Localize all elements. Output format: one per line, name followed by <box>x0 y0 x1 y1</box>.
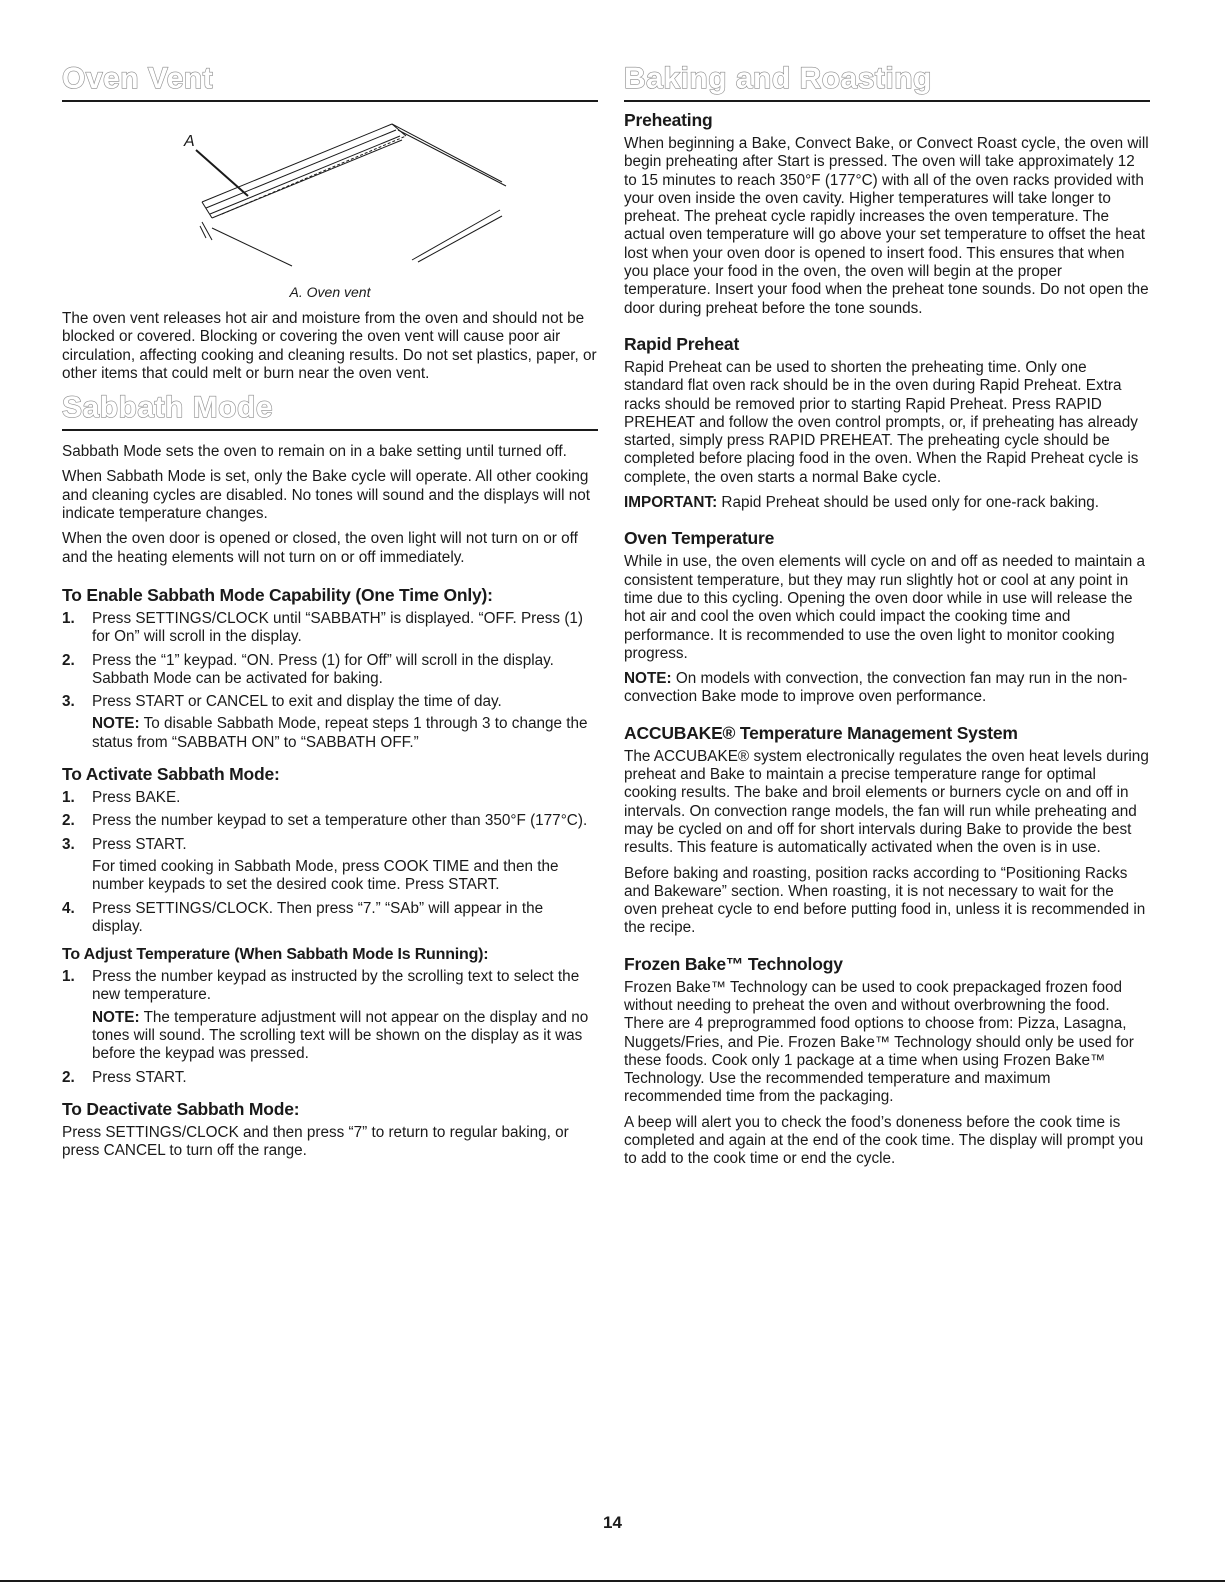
accubake-paragraph-1: The ACCUBAKE® system electronically regulates the oven heat levels during preheat and Bake to maintain a precise temperature range for optimal cooking results. The bake and broil elements or burners cycle on and off in intervals. On convection range models, the fan will run while preheating and may be cycled on and off for short intervals during Bake to provide the best results. This feature is automatically activated when the oven is in use. <box>624 747 1149 857</box>
list-item: 4. Press SETTINGS/CLOCK. Then press “7.” “SAb” will appear in the display. <box>62 899 544 935</box>
oven-vent-figure <box>62 110 598 282</box>
enable-steps-list <box>62 610 598 752</box>
list-item: 1. Press the number keypad as instructed by the scrolling text to select the new temperature. NOTE: The temperature adjustment will not appear on the display and no tones will sound. The scrolling text will be shown on the display as it was before the keypad was pressed. <box>62 968 598 1063</box>
activate-sabbath-heading: To Activate Sabbath Mode: <box>62 764 280 785</box>
oven-temperature-text: While in use, the oven elements will cycle on and off as needed to maintain a consistent temperature, but they may run slightly hot or cool at any point in time due to this cycling. Opening the oven door while in use will release the hot air and cool the oven which could impact the cooking time and performance. It is recommended to use the oven light to monitor cooking progress. <box>624 553 1145 662</box>
sabbath-mode-title: Sabbath Mode <box>62 391 598 431</box>
sabbath-paragraph-2: When Sabbath Mode is set, only the Bake cycle will operate. All other cooking and cleaning cycles are disabled. No tones will sound and the displays will not indicate temperature changes. <box>62 468 591 523</box>
list-item: 1. Press BAKE. <box>62 789 181 807</box>
sabbath-paragraph-3: When the oven door is opened or closed, the oven light will not turn on or off and the heating elements will not turn on or off immediately. <box>62 530 578 566</box>
baking-roasting-title: Baking and Roasting <box>624 62 1150 102</box>
list-item: 2. Press the “1” keypad. “ON. Press (1) for Off” will scroll in the display. Sabbath Mode can be activated for baking. <box>62 651 554 687</box>
deactivate-sabbath-heading: To Deactivate Sabbath Mode: <box>62 1098 300 1119</box>
rapid-important-note: IMPORTANT: Rapid Preheat should be used only for one-rack baking. <box>624 494 1099 512</box>
adjust-steps-list <box>62 968 598 1087</box>
adjust-temperature-heading: To Adjust Temperature (When Sabbath Mode Is Running): <box>62 946 489 964</box>
rapid-preheat-text: Rapid Preheat can be used to shorten the preheating time. Only one standard flat oven rack should be in the oven during Rapid Preheat. Extra racks should be removed prior to starting Rapid Preheat. Press RAPID PREHEAT and follow the oven control prompts, or, if preheating has already started, simply press RAPID PREHEAT. The preheating cycle should be completed before placing food in the oven. When the Rapid Preheat cycle is complete, the oven starts a normal Bake cycle. <box>624 358 1139 486</box>
figure-label-a: A <box>184 133 195 150</box>
oven-vent-title: Oven Vent <box>62 62 598 102</box>
rapid-preheat-heading: Rapid Preheat <box>624 333 740 354</box>
sabbath-paragraph-1: Sabbath Mode sets the oven to remain on in a bake setting until turned off. <box>62 443 567 461</box>
deactivate-text: Press SETTINGS/CLOCK and then press “7” to return to regular baking, or press CANCEL to turn off the range. <box>62 1123 569 1160</box>
list-item: 3. Press START or CANCEL to exit and display the time of day. NOTE: To disable Sabbath Mode, repeat steps 1 through 3 to change the status from “SABBATH ON” to “SABBATH OFF.” <box>62 693 598 752</box>
preheating-heading: Preheating <box>624 110 713 130</box>
oven-temperature-heading: Oven Temperature <box>624 528 775 549</box>
oven-temperature-note: NOTE: On models with convection, the convection fan may run in the non-convection Bake mode to improve oven performance. <box>624 670 1128 706</box>
list-item: 3. Press START. For timed cooking in Sabbath Mode, press COOK TIME and then the number keypads to set the desired cook time. Press START. <box>62 836 598 895</box>
list-item: 2. Press START. <box>62 1068 187 1086</box>
frozen-bake-paragraph-2: A beep will alert you to check the food’s doneness before the cook time is completed and again at the end of the cook time. The display will prompt you to add to the cook time or end the cycle. <box>624 1113 1144 1168</box>
page-number: 14 <box>603 1513 622 1532</box>
adjust-note: NOTE: The temperature adjustment will not appear on the display and no tones will sound. The scrolling text will be shown on the display as it was before the keypad was pressed. <box>92 1008 589 1063</box>
oven-vent-paragraph: The oven vent releases hot air and moisture from the oven and should not be blocked or covered. Blocking or covering the oven vent will cause poor air circulation, affecting cooking and cleaning results. Do not set plastics, paper, or other items that could melt or burn near the oven vent. <box>62 310 597 382</box>
enable-sabbath-heading: To Enable Sabbath Mode Capability (One Time Only): <box>62 584 493 605</box>
timed-cooking-text: For timed cooking in Sabbath Mode, press COOK TIME and then the number keypads to set the desired cook time. Press START. <box>92 857 559 894</box>
list-item: 2. Press the number keypad to set a temperature other than 350°F (177°C). <box>62 812 588 830</box>
frozen-bake-paragraph-1: Frozen Bake™ Technology can be used to cook prepackaged frozen food without needing to preheat the oven and without overbrowning the food. There are 4 preprogrammed food options to choose from: Pizza, Lasagna, Nuggets/Fries, and Pie. Frozen Bake™ Technology should only be used for these foods. Cook only 1 package at a time when using Frozen Bake™ Technology. Use the recommended temperature and maximum recommended time from the packaging. <box>624 978 1134 1106</box>
oven-vent-illustration <box>62 110 598 282</box>
figure-caption: A. Oven vent <box>289 284 371 300</box>
bottom-rule <box>0 1580 1225 1582</box>
left-column <box>62 62 598 1168</box>
accubake-heading: ACCUBAKE® Temperature Management System <box>624 722 1018 743</box>
enable-note: NOTE: To disable Sabbath Mode, repeat steps 1 through 3 to change the status from “SABBATH ON” to “SABBATH OFF.” <box>92 715 588 751</box>
preheating-text: When beginning a Bake, Convect Bake, or Convect Roast cycle, the oven will begin preheating after Start is pressed. The oven will take approximately 12 to 15 minutes to reach 350°F (177°C) with all of the oven racks provided with your oven inside the oven cavity. Higher temperatures will take longer to preheat. The preheat cycle rapidly increases the oven temperature. The actual oven temperature will go above your set temperature to offset the heat lost when your oven door is opened to insert food. This ensures that when you place your food in the oven, the oven will begin at the proper temperature. Insert your food when the preheat tone sounds. Do not open the door during preheat before the tone sounds. <box>624 135 1149 317</box>
activate-steps-list <box>62 789 598 936</box>
accubake-paragraph-2: Before baking and roasting, position racks according to “Positioning Racks and Bakeware” section. When roasting, it is not necessary to wait for the oven preheat cycle to end before putting food in, unless it is recommended in the recipe. <box>624 864 1146 937</box>
list-item: 1. Press SETTINGS/CLOCK until “SABBATH” is displayed. “OFF. Press (1) for On” will scroll in the display. <box>62 609 584 646</box>
right-column <box>624 62 1150 1176</box>
frozen-bake-heading: Frozen Bake™ Technology <box>624 953 843 974</box>
